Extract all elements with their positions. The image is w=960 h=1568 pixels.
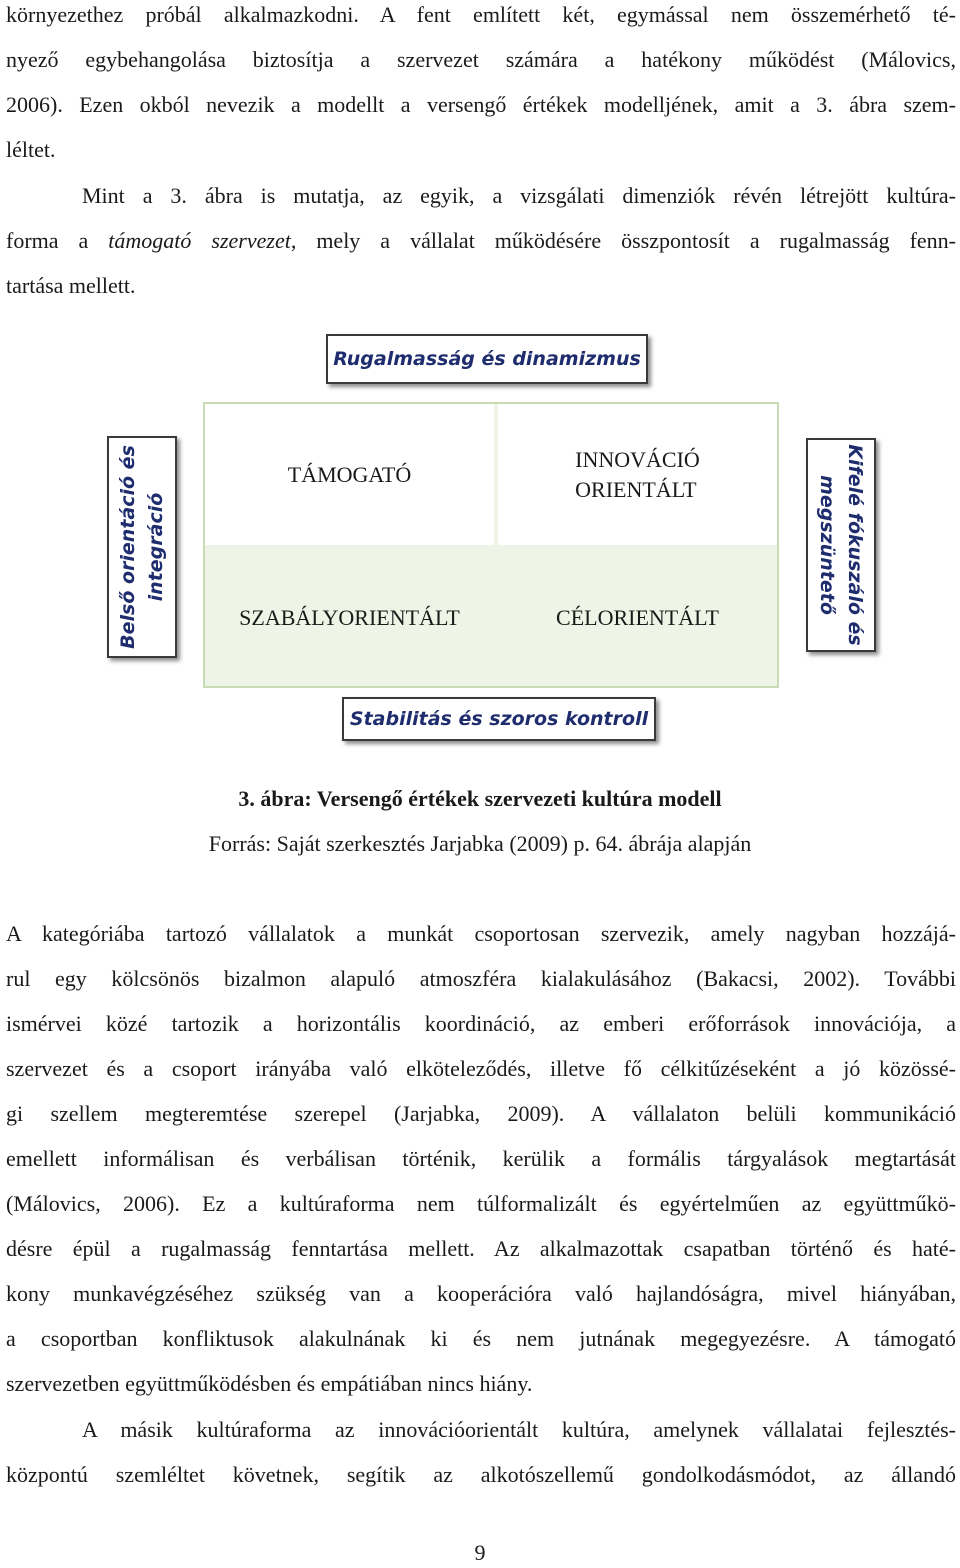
figure-top-label-text: Rugalmasság és dinamizmus xyxy=(333,348,641,370)
text-line: környezethez próbál alkalmazkodni. A fent említett két, egymással nem összemérhető té- xyxy=(6,2,956,27)
text-line: Mint a 3. ábra is mutatja, az egyik, a vizsgálati dimenziók révén létrejött kultúra- xyxy=(82,183,956,208)
text-line: léltet. xyxy=(6,137,56,162)
figure-left-label xyxy=(107,436,177,658)
text-line: szervezet és a csoport irányába való elköteleződés, illetve fő célkitűzéseként a jó közössé- xyxy=(6,1056,956,1081)
figure-right-label-text xyxy=(813,444,869,645)
text-line: gi szellem megteremtése szerepel (Jarjabka, 2009). A vállalaton belüli kommunikáció xyxy=(6,1101,956,1126)
figure-caption-source: Forrás: Saját szerkesztés Jarjabka (2009) p. 64. ábrája alapján xyxy=(208,831,752,856)
text-line: a csoportban konfliktusok alakulnának ki és nem jutnának megegyezésre. A támogató xyxy=(6,1326,956,1351)
text-line: rul egy kölcsönös bizalmon alapuló atmoszféra kialakulásához (Bakacsi, 2002). További xyxy=(6,966,956,991)
vertical-label-line: Kifelé fókuszáló és xyxy=(844,444,866,646)
figure-right-label xyxy=(806,438,876,652)
quadrant-top-left xyxy=(205,404,494,545)
quadrant-label-line: ORIENTÁLT xyxy=(575,476,697,502)
text-line: 2006). Ezen okból nevezik a modellt a versengő értékek modelljének, amit a 3. ábra szem- xyxy=(6,92,956,117)
emphasis-term: támogató szervezet xyxy=(108,228,291,253)
text-line: tartása mellett. xyxy=(6,273,136,298)
page-number: 9 xyxy=(474,1540,486,1565)
quadrant-top-right xyxy=(498,404,777,545)
quadrant-grid xyxy=(203,402,779,688)
text-line: szervezetben együttműködésben és empátiában nincs hiány. xyxy=(6,1371,533,1396)
quadrant-bottom-left xyxy=(205,549,494,686)
text-line xyxy=(6,226,956,256)
text-line: emellett informálisan és verbálisan történik, kerülik a formális tárgyalások megtartását xyxy=(6,1146,956,1171)
figure-bottom-label-text: Stabilitás és szoros kontroll xyxy=(349,708,649,730)
text-line: központú szemléltet követnek, segítik az alkotószellemű gondolkodásmódot, az állandó xyxy=(6,1462,956,1487)
text-line: A másik kultúraforma az innovációorientált kultúra, amelynek vállalatai fejlesztés- xyxy=(82,1417,956,1442)
text-line: kony munkavégzéséhez szükség van a kooperációra való hajlandóságra, mivel hiányában, xyxy=(6,1281,956,1306)
text-line: nyező egybehangolása biztosítja a szervezet számára a hatékony működést (Málovics, xyxy=(6,47,956,72)
vertical-label-line: integráció xyxy=(145,492,167,602)
quadrant-label: CÉLORIENTÁLT xyxy=(556,604,719,630)
vertical-label-line: Belső orientáció és xyxy=(117,445,139,649)
text-line: désre épül a rugalmasság fenntartása mellett. Az alkalmazottak csapatban történő és haté- xyxy=(6,1236,956,1261)
text-line: ismérvei közé tartozik a horizontális koordináció, az emberi erőforrások innovációja, a xyxy=(6,1011,956,1036)
quadrant-label xyxy=(575,445,700,505)
quadrant-label: TÁMOGATÓ xyxy=(287,461,412,487)
vertical-label-line: megszüntető xyxy=(816,475,838,615)
figure-caption-title: 3. ábra: Versengő értékek szervezeti kultúra modell xyxy=(238,786,722,811)
text-run: , mely a vállalat működésére összpontosít a rugalmasság fenn- xyxy=(290,228,957,253)
figure-bottom-label xyxy=(342,697,656,741)
figure-top-label xyxy=(326,334,648,384)
text-line: A kategóriába tartozó vállalatok a munkát csoportosan szervezik, amely nagyban hozzájá- xyxy=(6,921,956,946)
figure-left-label-text xyxy=(114,445,170,649)
text-line: (Málovics, 2006). Ez a kultúraforma nem túlformalizált és egyértelműen az együttműkö- xyxy=(6,1191,956,1216)
quadrant-label-line: INNOVÁCIÓ xyxy=(575,446,700,472)
text-run: forma a xyxy=(6,228,109,253)
quadrant-label: SZABÁLYORIENTÁLT xyxy=(239,604,460,630)
quadrant-bottom-right xyxy=(498,549,777,686)
